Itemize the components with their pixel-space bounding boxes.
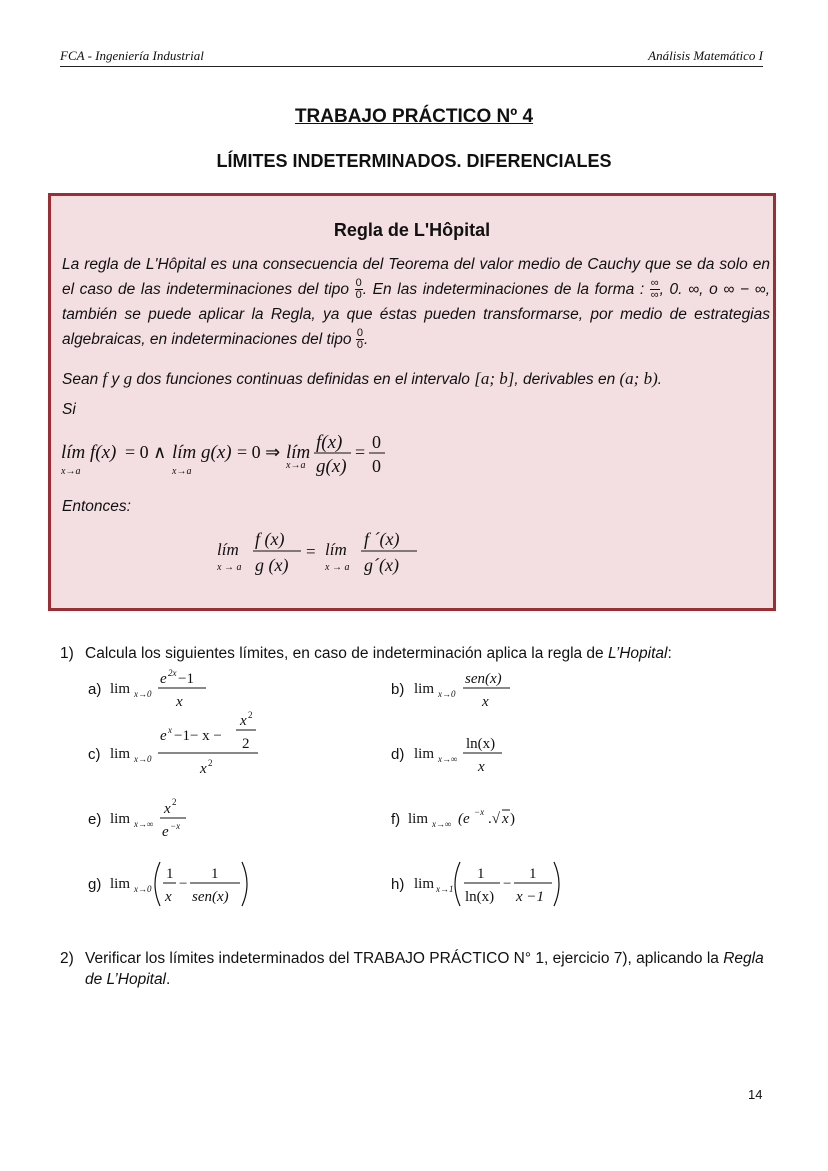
g-one-a: 1 [166,866,174,882]
lim-sub-2: x→a [172,466,192,477]
eq0-implies: = 0 ⇒ [237,442,281,462]
lim-h: lim [414,876,435,892]
lim-3: lím [286,442,311,463]
hypothesis-formula [61,428,421,480]
c-inner-den: 2 [242,736,250,752]
limit-c [108,710,268,782]
h-minus: − [503,876,512,892]
page-title: TRABAJO PRÁCTICO Nº 4 [294,106,534,127]
e-den: e [162,824,169,840]
fx: f(x) [90,442,117,463]
h-xm1: x −1 [516,889,545,905]
sub-f: x→∞ [432,819,452,829]
lim-1: lím [61,442,86,463]
f-x: x [502,811,509,827]
q2-text [85,948,775,990]
q1-lhopital: L’Hopital [607,645,668,662]
frac-num: 0 [356,327,363,340]
sub-h: x→1 [436,884,454,894]
rule-fprime: f ´(x) [364,529,400,549]
header-left: FCA - Ingeniería Industrial [60,48,204,63]
c-inner-num: x [240,713,247,729]
box-title: Regla de L'Hôpital [333,220,491,240]
page-header [60,48,763,67]
limit-b [412,666,522,712]
sub-a: x→0 [134,689,152,699]
lim-d: lim [414,746,435,762]
lim-sub-1: x→a [61,466,81,477]
zero-den: 0 [372,456,381,476]
limit-g [108,858,258,910]
q2-period: . [166,971,171,988]
q1-colon: : [667,645,672,662]
lim-2: lím [172,442,197,463]
rule-lim-1: lím [217,540,239,559]
e-num: x [164,801,171,817]
sub-c: x→0 [134,754,152,764]
rule-f: f (x) [255,529,285,549]
intro-text-b: . En las indeterminaciones de la forma : [362,281,650,298]
header-right: Análisis Matemático I [648,48,763,63]
question-1 [60,645,672,663]
rule-sub-2: x → a [325,562,350,573]
si-label: Si [62,401,76,418]
rule-gprime: g´(x) [364,555,399,575]
a-den: x [176,694,183,710]
limit-h [412,858,572,910]
sub-d: x→∞ [438,754,458,764]
limit-e [108,794,218,842]
limit-f [406,798,546,838]
h-one-b: 1 [529,866,537,882]
eq0-and: = 0 ∧ [125,442,167,462]
g-lparen [155,862,160,906]
ratio-den: g(x) [316,456,347,477]
g-one-b: 1 [211,866,219,882]
eq-sign: = [355,442,366,462]
c-num-rest: −1− x − [174,728,222,744]
b-num: sen(x) [465,671,502,687]
lim-sub-3: x→a [286,460,306,471]
rule-eq: = [306,542,316,561]
frac-den: 0 [355,289,362,302]
lim-a: lim [110,681,131,697]
rule-g: g (x) [255,555,289,575]
d-num: ln(x) [466,736,496,752]
label-h: h) [391,876,405,893]
zero-over-zero-1 [355,278,363,301]
page-number: 14 [748,1087,763,1102]
g-senx: sen(x) [192,889,229,905]
c-den: x [200,761,207,777]
label-a: a) [88,681,102,698]
label-g: g) [88,876,102,893]
f-exp: −x [474,807,485,817]
c-den-exp: 2 [208,758,213,768]
frac-den: ∞ [650,289,659,302]
label-e: e) [88,811,102,828]
sub-g: x→0 [134,884,152,894]
p2-y: y [107,371,124,388]
lim-f: lim [408,811,429,827]
e-den-exp: −x [170,821,181,831]
entonces-label: Entonces: [62,498,131,515]
a-num-e: e [160,671,167,687]
gx: g(x) [201,442,232,463]
label-d: d) [391,746,405,763]
a-num-exp: 2x [168,668,177,678]
g-rparen [242,862,247,906]
zero-over-zero-2 [356,328,364,351]
h-rparen [554,862,559,906]
f-close: ) [510,811,515,827]
p2-a: Sean [62,371,103,388]
intro-text-a: La regla de L'Hôpital es una consecuencia del Teorema del valor medio de Cauchy que se da solo en el caso de las indeterminaciones del tipo [62,256,770,298]
q2-regla: Regla de L’Hopital [85,950,764,988]
page-subtitle: LÍMITES INDETERMINADOS. DIFERENCIALES [216,151,612,171]
sub-e: x→∞ [134,819,154,829]
a-num-rest: −1 [178,671,194,687]
p2-g: g [123,369,133,388]
lim-b: lim [414,681,435,697]
q2-text-a: Verificar los límites indeterminados del TRABAJO PRÁCTICO N° 1, ejercicio 7), aplicando la [85,950,724,967]
h-one-a: 1 [477,866,485,882]
c-inner-exp: 2 [248,710,253,720]
lhopital-rule-formula [217,526,477,582]
p2-open-interval: (a; b) [619,369,658,388]
limit-a [108,666,218,712]
p2-b: dos funciones continuas definidas en el intervalo [132,371,475,388]
e-num-exp: 2 [172,797,177,807]
intro-text-d: . [363,331,369,348]
limit-d [412,731,522,777]
f-open: (e [458,811,470,827]
lim-g: lim [110,876,131,892]
lhopital-box [48,193,776,611]
lhopital-intro [62,252,770,352]
c-num-exp: x [168,725,172,735]
c-num-e: e [160,728,167,744]
label-b: b) [391,681,405,698]
q1-text: Calcula los siguientes límites, en caso de indeterminación aplica la regla de [85,645,608,662]
ratio-num: f(x) [316,432,343,453]
frac-den: 0 [356,339,363,352]
d-den: x [478,759,485,775]
rule-lim-2: lím [325,540,347,559]
q1-number: 1) [60,645,74,662]
rule-sub-1: x → a [217,562,242,573]
p2-c: , derivables en [514,371,620,388]
p2-closed-interval: [a; b] [474,369,515,388]
sub-b: x→0 [438,689,456,699]
frac-num: ∞ [650,277,659,290]
inf-over-inf [650,278,660,301]
frac-num: 0 [355,277,362,290]
g-x: x [165,889,172,905]
lim-e: lim [110,811,131,827]
p2-d: . [657,371,663,388]
p2-f: f [102,369,108,388]
h-lparen [455,862,460,906]
h-lnx: ln(x) [465,889,495,905]
f-sqrt: .√ [488,811,500,827]
g-minus: − [179,876,188,892]
label-c: c) [88,746,101,763]
intro-text-c: , 0. ∞, o ∞ − ∞, también se puede aplicar la Regla, ya que éstas pueden transformarse, por medio de estrategias algebraicas, en indeterminaciones del tipo [62,281,770,348]
lim-c: lim [110,746,131,762]
hypothesis-text [62,366,770,392]
label-f: f) [391,811,401,828]
q2-number: 2) [60,950,74,967]
zero-num: 0 [372,432,381,452]
b-den: x [482,694,489,710]
